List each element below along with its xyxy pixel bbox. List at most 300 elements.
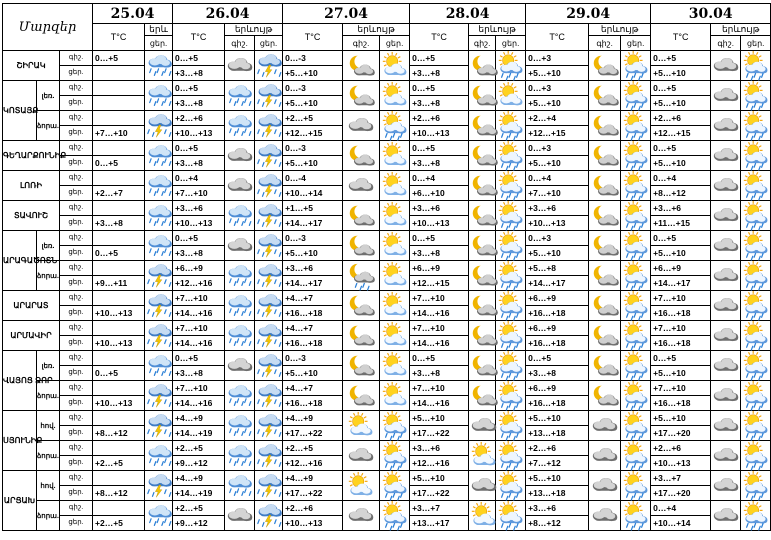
thunderstorm-icon [145, 262, 172, 290]
day-label: ցեր. [60, 456, 93, 471]
weather-icon-cell [255, 111, 283, 141]
night-temperature [93, 351, 145, 366]
night-temperature: +6…+9 [410, 261, 469, 276]
weather-icon-cell [589, 81, 621, 111]
night-temperature: +7…+10 [651, 321, 711, 336]
weather-icon-cell [741, 171, 771, 201]
date-header: 30.04 [651, 4, 771, 24]
night-temperature [93, 171, 145, 186]
weather-icon-cell [741, 51, 771, 81]
cloudy-icon [711, 442, 740, 470]
moon-cloud-icon [589, 112, 620, 140]
weather-icon-cell [711, 141, 741, 171]
night-temperature: +3…+6 [173, 201, 225, 216]
sun-cloud-rain-icon [621, 142, 650, 170]
weather-icon-cell [225, 51, 255, 81]
cloudy-icon [711, 412, 740, 440]
day-temperature: +10…+13 [93, 306, 145, 321]
weather-icon-cell [621, 501, 651, 531]
sun-cloud-rain-icon [621, 262, 650, 290]
day-temperature: +3…+8 [410, 246, 469, 261]
weather-icon-cell [255, 471, 283, 501]
cloudy-icon [589, 502, 620, 530]
day-temperature: +17…+22 [410, 426, 469, 441]
weather-icon-cell [145, 501, 173, 531]
weather-icon-cell [343, 81, 380, 111]
day-temperature: +16…+18 [526, 306, 589, 321]
forecast-table [2, 3, 771, 531]
weather-icon-cell [469, 351, 496, 381]
weather-icon-cell [255, 201, 283, 231]
day-temperature: +3…+8 [410, 66, 469, 81]
zone-label: ձորա. [37, 441, 60, 471]
night-temperature: +3…+7 [651, 471, 711, 486]
weather-icon-cell [380, 171, 410, 201]
night-temperature: +3…+7 [410, 501, 469, 516]
weather-icon-cell [711, 51, 741, 81]
sun-cloud-rain-icon [741, 202, 770, 230]
weather-icon-cell [589, 201, 621, 231]
weather-icon-cell [496, 501, 526, 531]
night-temperature: 0…+5 [93, 51, 145, 66]
weather-icon-cell [145, 231, 173, 261]
day-temperature: +9…+11 [93, 276, 145, 291]
night-temperature: +3…+6 [526, 501, 589, 516]
night-temperature: 0…+5 [651, 231, 711, 246]
weather-icon-cell [469, 321, 496, 351]
night-temperature: 0…-3 [283, 81, 343, 96]
day-temperature: +12…+16 [283, 456, 343, 471]
temperature-header: T°C [410, 24, 469, 51]
moon-cloud-icon [343, 142, 379, 170]
thunderstorm-icon [255, 292, 282, 320]
weather-icon-cell [145, 411, 173, 441]
day-temperature: +5…+10 [651, 96, 711, 111]
cloudy-icon [589, 472, 620, 500]
weather-icon-cell [255, 141, 283, 171]
weather-icon-cell [469, 381, 496, 411]
sun-cloud-rain-icon [496, 382, 525, 410]
weather-icon-cell [380, 51, 410, 81]
sun-cloud-rain-icon [496, 202, 525, 230]
weather-icon-cell [255, 351, 283, 381]
cloudy-icon [711, 472, 740, 500]
sun-cloud-rain-icon [621, 292, 650, 320]
night-label: գիշ. [60, 171, 93, 186]
weather-icon-cell [380, 291, 410, 321]
night-temperature: 0…+5 [173, 51, 225, 66]
day-temperature: +5…+10 [283, 66, 343, 81]
night-temperature: +4…+9 [283, 411, 343, 426]
night-temperature: +4…+7 [283, 291, 343, 306]
rain-cloud-icon [145, 442, 172, 470]
weather-icon-cell [711, 81, 741, 111]
weather-icon-cell [255, 501, 283, 531]
night-temperature [93, 81, 145, 96]
cloudy-icon [589, 442, 620, 470]
sun-cloud-rain-icon [621, 322, 650, 350]
night-temperature: +3…+6 [526, 201, 589, 216]
night-temperature: 0…-3 [283, 231, 343, 246]
thunderstorm-icon [145, 412, 172, 440]
thunderstorm-icon [145, 472, 172, 500]
weather-icon-cell [343, 141, 380, 171]
day-label: ցեր. [60, 216, 93, 231]
weather-icon-cell [469, 441, 496, 471]
weather-icon-cell [711, 381, 741, 411]
day-temperature: +3…+8 [410, 156, 469, 171]
thunderstorm-icon [255, 502, 282, 530]
date-header: 27.04 [283, 4, 410, 24]
day-temperature: +14…+16 [410, 306, 469, 321]
weather-icon-cell [741, 111, 771, 141]
date-header: 28.04 [410, 4, 526, 24]
night-temperature: 0…+5 [526, 351, 589, 366]
weather-header: երևույթ [711, 24, 771, 36]
night-temperature: +2…+4 [526, 111, 589, 126]
moon-cloud-icon [343, 322, 379, 350]
weather-icon-cell [343, 441, 380, 471]
thunderstorm-icon [145, 112, 172, 140]
day-temperature: +16…+18 [283, 306, 343, 321]
cloudy-icon [469, 472, 495, 500]
sun-cloud-rain-icon [741, 442, 770, 470]
moon-cloud-icon [469, 352, 495, 380]
night-subheader: գիշ. [711, 36, 741, 51]
night-temperature: +1…+5 [283, 201, 343, 216]
weather-icon-cell [741, 81, 771, 111]
night-label: գիշ. [60, 231, 93, 246]
weather-header: երևույթ [225, 24, 283, 36]
weather-icon-cell [621, 321, 651, 351]
cloudy-icon [225, 352, 254, 380]
day-temperature: +5…+10 [283, 156, 343, 171]
weather-icon-cell [343, 501, 380, 531]
weather-header: երևույթ [343, 24, 410, 36]
weather-icon-cell [589, 291, 621, 321]
moon-cloud-icon [469, 172, 495, 200]
night-temperature: 0…+5 [410, 141, 469, 156]
night-temperature: +7…+10 [651, 381, 711, 396]
day-temperature: +5…+10 [526, 66, 589, 81]
weather-icon-cell [225, 291, 255, 321]
thunderstorm-icon [145, 322, 172, 350]
zone-label: լեռ. [37, 351, 60, 381]
region-name: ՍՅՈՒՆԻՔ [3, 411, 37, 471]
night-subheader: գիշ. [343, 36, 380, 51]
region-name: ԱՐԱԳԱԾՈՏՆ [3, 231, 37, 291]
day-label: ցեր. [60, 486, 93, 501]
day-temperature: +5…+10 [283, 96, 343, 111]
weather-icon-cell [225, 381, 255, 411]
night-temperature: +4…+9 [173, 411, 225, 426]
weather-icon-cell [343, 351, 380, 381]
weather-icon-cell [711, 201, 741, 231]
sun-cloud-rain-icon [496, 262, 525, 290]
night-temperature: +4…+7 [283, 381, 343, 396]
moon-cloud-icon [469, 262, 495, 290]
sun-cloud-icon [380, 232, 409, 260]
weather-icon-cell [380, 111, 410, 141]
day-subheader: ցեր. [741, 36, 771, 51]
cloudy-icon [225, 52, 254, 80]
night-temperature: 0…-4 [283, 171, 343, 186]
thunderstorm-icon [255, 142, 282, 170]
weather-icon-cell [380, 411, 410, 441]
weather-icon-cell [621, 141, 651, 171]
sun-cloud-rain-icon [380, 112, 409, 140]
sun-cloud-icon [380, 172, 409, 200]
weather-icon-cell [255, 291, 283, 321]
night-temperature [93, 201, 145, 216]
weather-icon-cell [496, 231, 526, 261]
day-temperature: +10…+13 [93, 396, 145, 411]
night-temperature: 0…+5 [173, 231, 225, 246]
weather-icon-cell [469, 501, 496, 531]
day-temperature: +14…+17 [283, 276, 343, 291]
day-temperature: +17…+20 [651, 426, 711, 441]
weather-icon-cell [589, 381, 621, 411]
day-temperature: +14…+16 [173, 396, 225, 411]
day-subheader: ցեր. [255, 36, 283, 51]
day-temperature: +5…+10 [651, 66, 711, 81]
weather-icon-cell [589, 501, 621, 531]
night-temperature: 0…+4 [526, 171, 589, 186]
moon-cloud-icon [589, 172, 620, 200]
sun-cloud-rain-icon [621, 112, 650, 140]
day-temperature: +14…+17 [283, 216, 343, 231]
weather-icon-cell [711, 261, 741, 291]
sun-cloud-rain-icon [496, 352, 525, 380]
night-temperature [93, 441, 145, 456]
day-temperature: +3…+8 [410, 366, 469, 381]
cloudy-icon [711, 262, 740, 290]
weather-icon-cell [496, 261, 526, 291]
night-label: գիշ. [60, 201, 93, 216]
day-temperature: +13…+18 [526, 486, 589, 501]
sun-cloud-rain-icon [496, 292, 525, 320]
weather-icon-cell [255, 441, 283, 471]
rain-cloud-icon [145, 502, 172, 530]
day-label: ցեր. [60, 516, 93, 531]
day-temperature: +14…+16 [410, 396, 469, 411]
cloudy-icon [711, 82, 740, 110]
weather-icon-cell [741, 291, 771, 321]
cloudy-icon [711, 172, 740, 200]
weather-icon-cell [496, 201, 526, 231]
zone-label: լեռ. [37, 231, 60, 261]
moon-cloud-icon [589, 292, 620, 320]
night-temperature [93, 411, 145, 426]
day-temperature: +14…+17 [526, 276, 589, 291]
sun-cloud-icon [380, 82, 409, 110]
day-temperature: 0…+5 [93, 246, 145, 261]
night-temperature [93, 141, 145, 156]
night-temperature: 0…+5 [651, 51, 711, 66]
rain-cloud-icon [225, 202, 254, 230]
night-temperature: +3…+6 [651, 201, 711, 216]
weather-icon-cell [145, 141, 173, 171]
rain-cloud-icon [145, 82, 172, 110]
weather-icon-cell [711, 291, 741, 321]
moon-cloud-icon [343, 202, 379, 230]
moon-cloud-icon [589, 142, 620, 170]
night-temperature: 0…+4 [410, 171, 469, 186]
weather-icon-cell [711, 441, 741, 471]
weather-icon-cell [589, 411, 621, 441]
day-temperature: +2…+7 [93, 186, 145, 201]
night-temperature: 0…+5 [410, 231, 469, 246]
weather-icon-cell [621, 381, 651, 411]
sun-cloud-icon [343, 472, 379, 500]
moon-cloud-icon [469, 82, 495, 110]
weather-icon-cell [380, 141, 410, 171]
day-subheader: ցեր. [380, 36, 410, 51]
rain-cloud-icon [225, 112, 254, 140]
day-temperature: +2…+5 [93, 456, 145, 471]
night-temperature [93, 471, 145, 486]
rain-cloud-icon [225, 382, 254, 410]
night-temperature: +7…+10 [410, 321, 469, 336]
day-temperature: +14…+16 [173, 336, 225, 351]
region-name: ԳԵՂԱՐՔՈՒՆԻՔ [3, 141, 60, 171]
sun-cloud-rain-icon [496, 52, 525, 80]
weather-icon-cell [225, 441, 255, 471]
cloudy-icon [711, 352, 740, 380]
weather-icon-cell [621, 171, 651, 201]
weather-icon-cell [343, 471, 380, 501]
cloudy-icon [225, 172, 254, 200]
day-temperature: +5…+10 [283, 366, 343, 381]
moon-cloud-icon [343, 82, 379, 110]
night-label: գիշ. [60, 291, 93, 306]
night-label: գիշ. [60, 141, 93, 156]
weather-icon-cell [225, 141, 255, 171]
cloudy-icon [225, 502, 254, 530]
thunderstorm-icon [255, 202, 282, 230]
temperature-header: T°C [93, 24, 145, 51]
rain-cloud-icon [225, 442, 254, 470]
night-temperature [93, 111, 145, 126]
weather-icon-cell [741, 501, 771, 531]
weather-icon-cell [711, 351, 741, 381]
day-label: ցեր. [60, 396, 93, 411]
moon-cloud-icon [589, 352, 620, 380]
rain-cloud-icon [145, 52, 172, 80]
weather-header: երևույթ [589, 24, 651, 36]
weather-icon-cell [145, 321, 173, 351]
moon-cloud-icon [469, 322, 495, 350]
regions-header: Մարզեր [3, 4, 93, 51]
weather-icon-cell [145, 291, 173, 321]
weather-icon-cell [255, 411, 283, 441]
weather-icon-cell [380, 501, 410, 531]
moon-cloud-icon [469, 382, 495, 410]
weather-icon-cell [145, 471, 173, 501]
night-temperature: +5…+8 [526, 261, 589, 276]
weather-icon-cell [255, 381, 283, 411]
cloudy-icon [711, 52, 740, 80]
night-temperature: 0…+4 [173, 171, 225, 186]
weather-icon-cell [496, 51, 526, 81]
sun-cloud-icon [469, 442, 495, 470]
sun-cloud-icon [469, 502, 495, 530]
day-label: ցեր. [60, 366, 93, 381]
night-temperature: 0…+5 [651, 81, 711, 96]
weather-icon-cell [589, 261, 621, 291]
sun-cloud-rain-icon [621, 202, 650, 230]
weather-icon-cell [469, 201, 496, 231]
weather-icon-cell [225, 111, 255, 141]
sun-cloud-rain-icon [496, 442, 525, 470]
day-temperature: +10…+13 [651, 456, 711, 471]
night-temperature: 0…+4 [651, 501, 711, 516]
moon-cloud-icon [469, 292, 495, 320]
day-temperature [93, 96, 145, 111]
sun-cloud-rain-icon [741, 382, 770, 410]
sun-cloud-rain-icon [621, 232, 650, 260]
weather-icon-cell [225, 171, 255, 201]
weather-icon-cell [343, 291, 380, 321]
region-name: ՇԻՐԱԿ [3, 51, 60, 81]
weather-icon-cell [343, 51, 380, 81]
night-temperature: +5…+10 [410, 411, 469, 426]
weather-icon-cell [469, 141, 496, 171]
weather-icon-cell [469, 231, 496, 261]
weather-icon-cell [496, 441, 526, 471]
night-temperature: 0…+5 [173, 141, 225, 156]
day-temperature: +10…+13 [173, 216, 225, 231]
weather-icon-cell [496, 381, 526, 411]
weather-icon-cell [496, 411, 526, 441]
day-temperature: +10…+13 [173, 126, 225, 141]
night-temperature: +7…+10 [651, 291, 711, 306]
day-subheader: ցեր. [496, 36, 526, 51]
weather-icon-cell [741, 381, 771, 411]
sun-cloud-rain-icon [621, 52, 650, 80]
weather-icon-cell [145, 201, 173, 231]
night-temperature: +2…+6 [526, 441, 589, 456]
sun-cloud-rain-icon [496, 502, 525, 530]
day-temperature: +10…+13 [283, 516, 343, 531]
temperature-header: T°C [173, 24, 225, 51]
day-temperature: +12…+15 [651, 126, 711, 141]
cloudy-icon [225, 142, 254, 170]
night-temperature: +2…+5 [173, 441, 225, 456]
weather-icon-cell [255, 261, 283, 291]
night-temperature: 0…+3 [526, 141, 589, 156]
sun-cloud-rain-icon [741, 142, 770, 170]
rain-cloud-icon [145, 352, 172, 380]
night-label: գիշ. [60, 261, 93, 276]
weather-icon-cell [621, 51, 651, 81]
night-label: գիշ. [60, 51, 93, 66]
day-temperature: +7…+10 [526, 186, 589, 201]
sun-cloud-rain-icon [380, 442, 409, 470]
night-temperature: +6…+9 [526, 381, 589, 396]
weather-icon-cell [255, 231, 283, 261]
day-temperature: +8…+12 [93, 426, 145, 441]
day-temperature: +10…+13 [410, 216, 469, 231]
sun-cloud-icon [380, 52, 409, 80]
cloudy-icon [711, 502, 740, 530]
day-temperature: +3…+8 [173, 66, 225, 81]
moon-cloud-icon [469, 112, 495, 140]
moon-cloud-icon [589, 262, 620, 290]
day-label: ցեր. [60, 156, 93, 171]
night-temperature: +2…+6 [651, 441, 711, 456]
sun-cloud-rain-icon [741, 52, 770, 80]
